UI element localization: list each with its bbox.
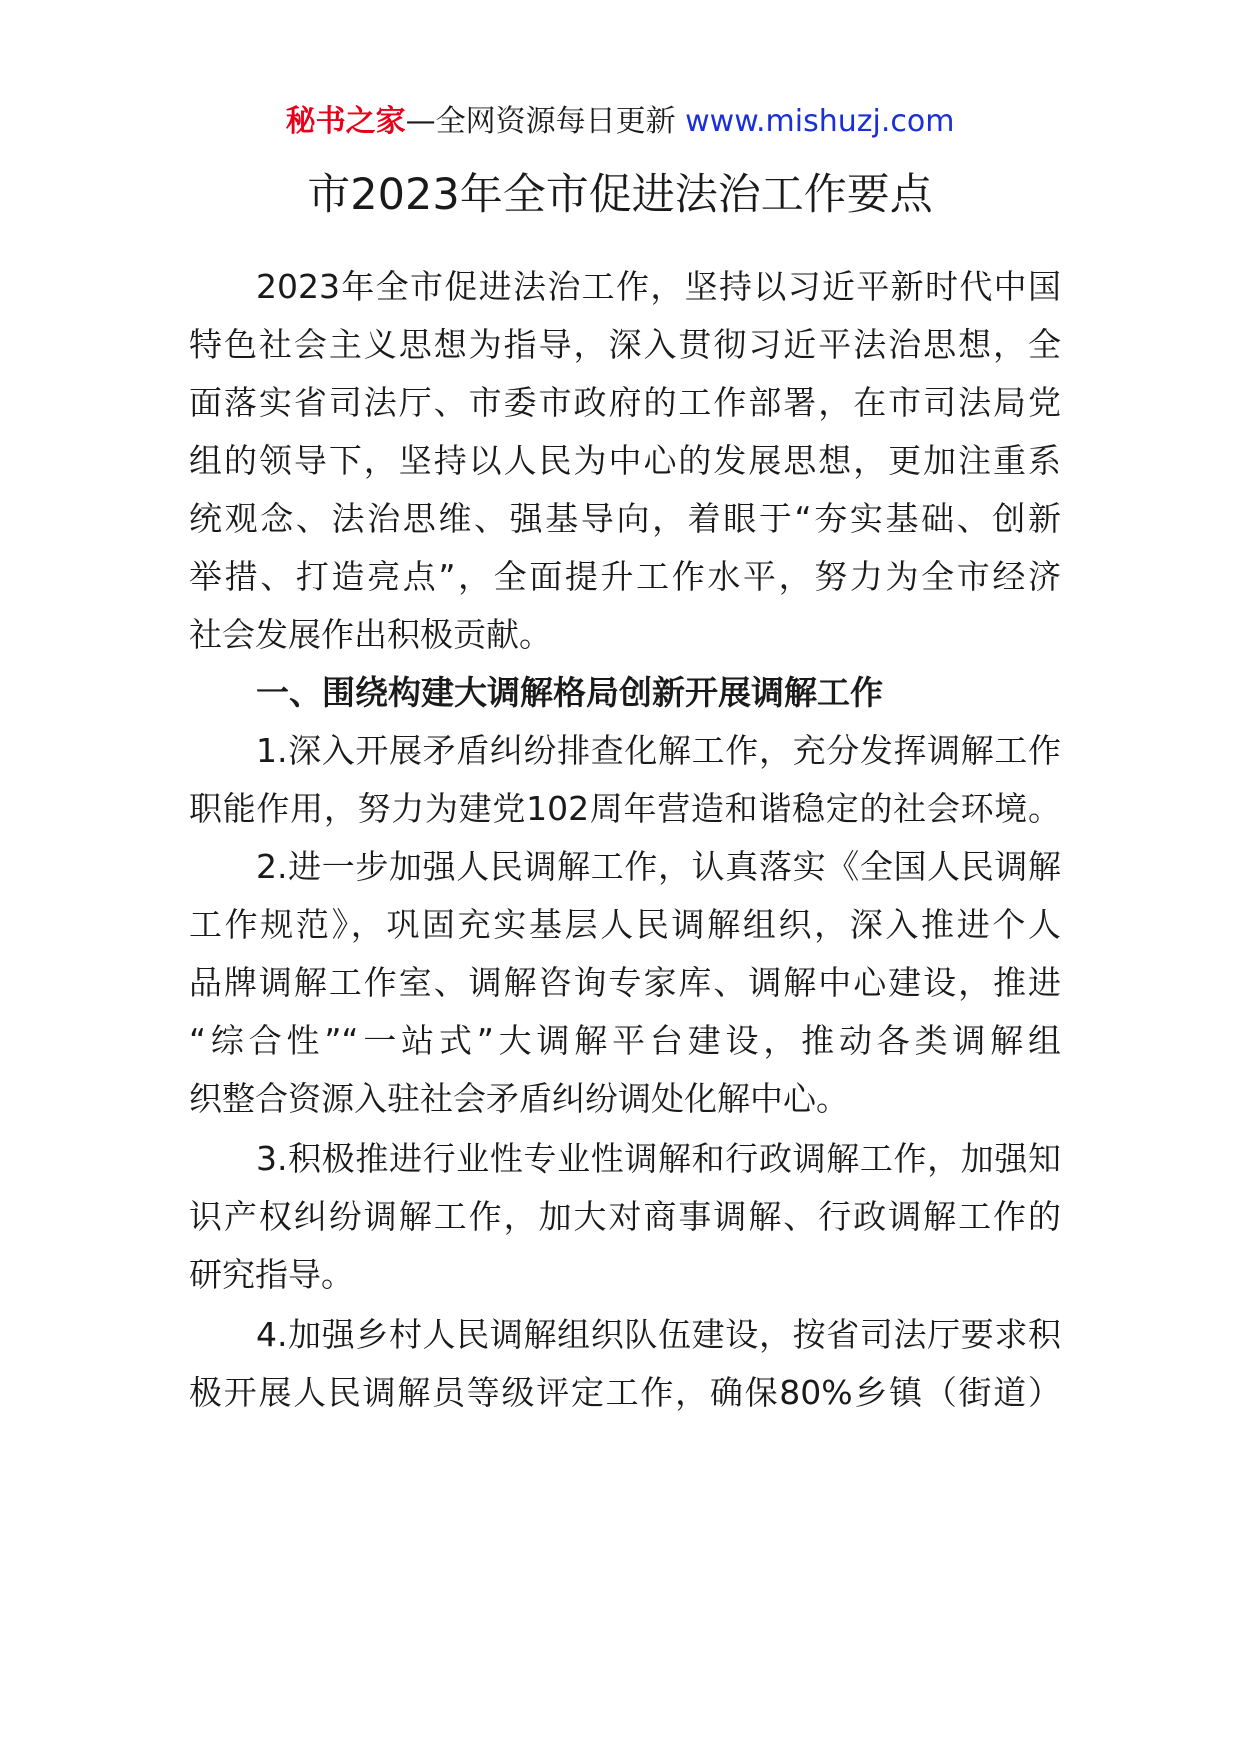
paragraph-line: 社会发展作出积极贡献。 — [189, 615, 552, 654]
paragraph-line: 面落实省司法厅、市委市政府的工作部署，在市司法局党 — [189, 383, 1061, 422]
paragraph-line: 组的领导下，坚持以人民为中心的发展思想，更加注重系 — [189, 441, 1061, 480]
banner-url[interactable]: www.mishuzj.com — [685, 104, 955, 139]
paragraph-line: 3.积极推进行业性专业性调解和行政调解工作，加强知 — [256, 1139, 1061, 1178]
section-heading: 一、围绕构建大调解格局创新开展调解工作 — [256, 673, 883, 712]
paragraph-line: 品牌调解工作室、调解咨询专家库、调解中心建设，推进 — [189, 963, 1061, 1002]
paragraph-line: 织整合资源入驻社会矛盾纠纷调处化解中心。 — [189, 1079, 849, 1118]
paragraph-line: “综合性”“一站式”大调解平台建设，推动各类调解组 — [189, 1021, 1061, 1060]
paragraph-line: 工作规范》，巩固充实基层人民调解组织，深入推进个人 — [189, 905, 1061, 944]
paragraph-line: 研究指导。 — [189, 1255, 354, 1294]
paragraph-line: 极开展人民调解员等级评定工作，确保80%乡镇（街道） — [189, 1373, 1061, 1412]
watermark-banner — [0, 100, 1240, 144]
paragraph-line: 特色社会主义思想为指导，深入贯彻习近平法治思想，全 — [189, 325, 1061, 364]
paragraph-line: 职能作用，努力为建党102周年营造和谐稳定的社会环境。 — [189, 789, 1061, 828]
banner-brand: 秘书之家 — [285, 104, 406, 139]
paragraph-line: 2023年全市促进法治工作，坚持以习近平新时代中国 — [256, 267, 1061, 306]
paragraph-line: 4.加强乡村人民调解组织队伍建设，按省司法厅要求积 — [256, 1315, 1061, 1354]
paragraph-line: 2.进一步加强人民调解工作，认真落实《全国人民调解 — [256, 847, 1061, 886]
banner-slogan: —全网资源每日更新 — [405, 104, 676, 139]
paragraph-line: 识产权纠纷调解工作，加大对商事调解、行政调解工作的 — [189, 1197, 1061, 1236]
document-title: 市2023年全市促进法治工作要点 — [307, 170, 933, 220]
paragraph-line: 1.深入开展矛盾纠纷排查化解工作，充分发挥调解工作 — [256, 731, 1061, 770]
paragraph-line: 举措、打造亮点”，全面提升工作水平，努力为全市经济 — [189, 557, 1061, 596]
paragraph-line: 统观念、法治思维、强基导向，着眼于“夯实基础、创新 — [189, 499, 1061, 538]
